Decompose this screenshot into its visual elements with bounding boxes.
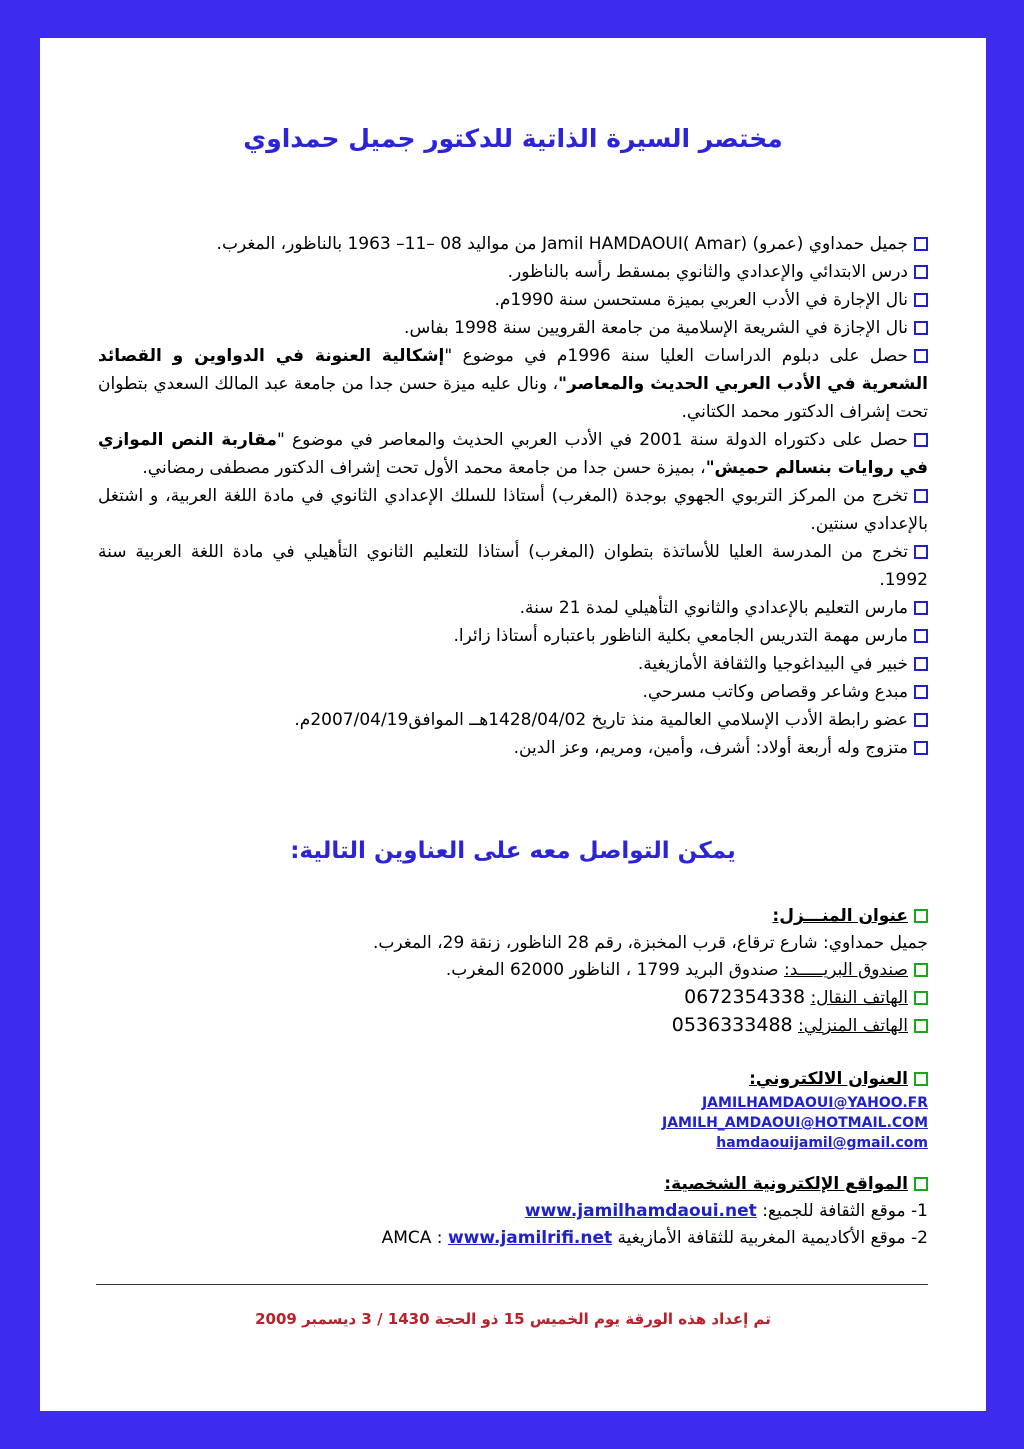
home-address-value: جميل حمداوي: شارع ترقاع، قرب المخبزة، رقم 28 الناظور، زنقة 29، المغرب. — [373, 933, 928, 953]
site-link[interactable]: www.jamilhamdaoui.net — [524, 1201, 757, 1221]
page-title: مختصر السيرة الذاتية للدكتور جميل حمداوي — [243, 124, 783, 153]
checkbox-bullet-icon — [914, 265, 928, 279]
bio-item: خبير في البيداغوجيا والثقافة الأمازيغية. — [98, 650, 928, 678]
email-link[interactable]: JAMILHAMDAOUI@YAHOO.FR — [701, 1095, 928, 1111]
bio-list — [98, 230, 928, 762]
bio-item: متزوج وله أربعة أولاد: أشرف، وأمين، ومريم، وعز الدين. — [98, 734, 928, 762]
divider — [96, 1284, 928, 1285]
checkbox-bullet-icon — [914, 1177, 928, 1191]
checkbox-bullet-icon — [914, 237, 928, 251]
checkbox-bullet-icon — [914, 545, 928, 559]
bio-item: حصل على دبلوم الدراسات العليا سنة 1996م في موضوع "إشكالية العنونة في الدواوين و القصائد الشعرية في الأدب العربي الحديث والمعاصر"، ونال عليه ميزة حسن جدا من جامعة عبد المالك السعدي بتطوان تحت إشراف الدكتور محمد الكتاني. — [98, 346, 928, 422]
home-phone-row: الهاتف المنزلي: 0536333488 — [98, 1012, 928, 1040]
site-row: 2- موقع الأكاديمية المغربية للثقافة الأمازيغية AMCA : www.jamilrifi.net — [381, 1228, 928, 1248]
email-label-row: العنوان الالكتروني: — [98, 1066, 928, 1093]
bio-item: مبدع وشاعر وقصاص وكاتب مسرحي. — [98, 678, 928, 706]
checkbox-bullet-icon — [914, 489, 928, 503]
bio-item: جميل حمداوي (عمرو) Jamil HAMDAOUI( Amar) من مواليد 08 –11– 1963 بالناظور، المغرب. — [98, 230, 928, 258]
document-page — [40, 38, 986, 1411]
checkbox-bullet-icon — [914, 657, 928, 671]
checkbox-bullet-icon — [914, 1072, 928, 1086]
checkbox-bullet-icon — [914, 991, 928, 1005]
checkbox-bullet-icon — [914, 601, 928, 615]
contact-heading: يمكن التواصل معه على العناوين التالية: — [290, 838, 736, 864]
email-list — [98, 1093, 928, 1153]
footer-note: تم إعداد هذه الورقة يوم الخميس 15 ذو الحجة 1430 / 3 ديسمبر 2009 — [255, 1310, 771, 1328]
checkbox-bullet-icon — [914, 629, 928, 643]
sites-label-row: المواقع الإلكترونية الشخصية: — [98, 1171, 928, 1198]
mobile-phone-row: الهاتف النقال: 0672354338 — [98, 984, 928, 1012]
site-row: 1- موقع الثقافة للجميع: www.jamilhamdaoui.net — [524, 1201, 928, 1221]
checkbox-bullet-icon — [914, 685, 928, 699]
bio-item: نال الإجارة في الأدب العربي بميزة مستحسن سنة 1990م. — [98, 286, 928, 314]
email-link[interactable]: JAMILH_AMDAOUI@HOTMAIL.COM — [661, 1115, 928, 1131]
checkbox-bullet-icon — [914, 909, 928, 923]
bio-item: درس الابتدائي والإعدادي والثانوي بمسقط رأسه بالناظور. — [98, 258, 928, 286]
bio-item: نال الإجازة في الشريعة الإسلامية من جامعة القرويين سنة 1998 بفاس. — [98, 314, 928, 342]
bio-item: عضو رابطة الأدب الإسلامي العالمية منذ تاريخ 1428/04/02هــ الموافق2007/04/19م. — [98, 706, 928, 734]
checkbox-bullet-icon — [914, 741, 928, 755]
contact-section — [98, 903, 928, 1252]
checkbox-bullet-icon — [914, 321, 928, 335]
bio-item: حصل على دكتوراه الدولة سنة 2001 في الأدب العربي الحديث والمعاصر في موضوع "مقاربة النص الموازي في روايات بنسالم حميش"، بميزة حسن جدا من جامعة محمد الأول تحت إشراف الدكتور مصطفى رمضاني. — [98, 430, 928, 478]
checkbox-bullet-icon — [914, 293, 928, 307]
bio-item: مارس التعليم بالإعدادي والثانوي التأهيلي لمدة 21 سنة. — [98, 594, 928, 622]
bio-item: تخرج من المركز التربوي الجهوي بوجدة (المغرب) أستاذا للسلك الإعدادي الثانوي في مادة اللغة العربية، و اشتغل بالإعدادي سنتين. — [98, 486, 928, 534]
pobox-row: صندوق البريـــــد: صندوق البريد 1799 ، الناظور 62000 المغرب. — [98, 957, 928, 984]
checkbox-bullet-icon — [914, 713, 928, 727]
bio-item: مارس مهمة التدريس الجامعي بكلية الناظور باعتباره أستاذا زائرا. — [98, 622, 928, 650]
checkbox-bullet-icon — [914, 1019, 928, 1033]
bio-item: تخرج من المدرسة العليا للأساتذة بتطوان (المغرب) أستاذا للتعليم الثانوي التأهيلي في مادة اللغة العربية سنة 1992. — [98, 542, 928, 590]
home-address-label-row: عنوان المنـــزل: — [98, 903, 928, 930]
checkbox-bullet-icon — [914, 963, 928, 977]
email-link[interactable]: hamdaouijamil@gmail.com — [716, 1135, 928, 1151]
checkbox-bullet-icon — [914, 433, 928, 447]
site-link[interactable]: www.jamilrifi.net — [447, 1228, 613, 1248]
checkbox-bullet-icon — [914, 349, 928, 363]
